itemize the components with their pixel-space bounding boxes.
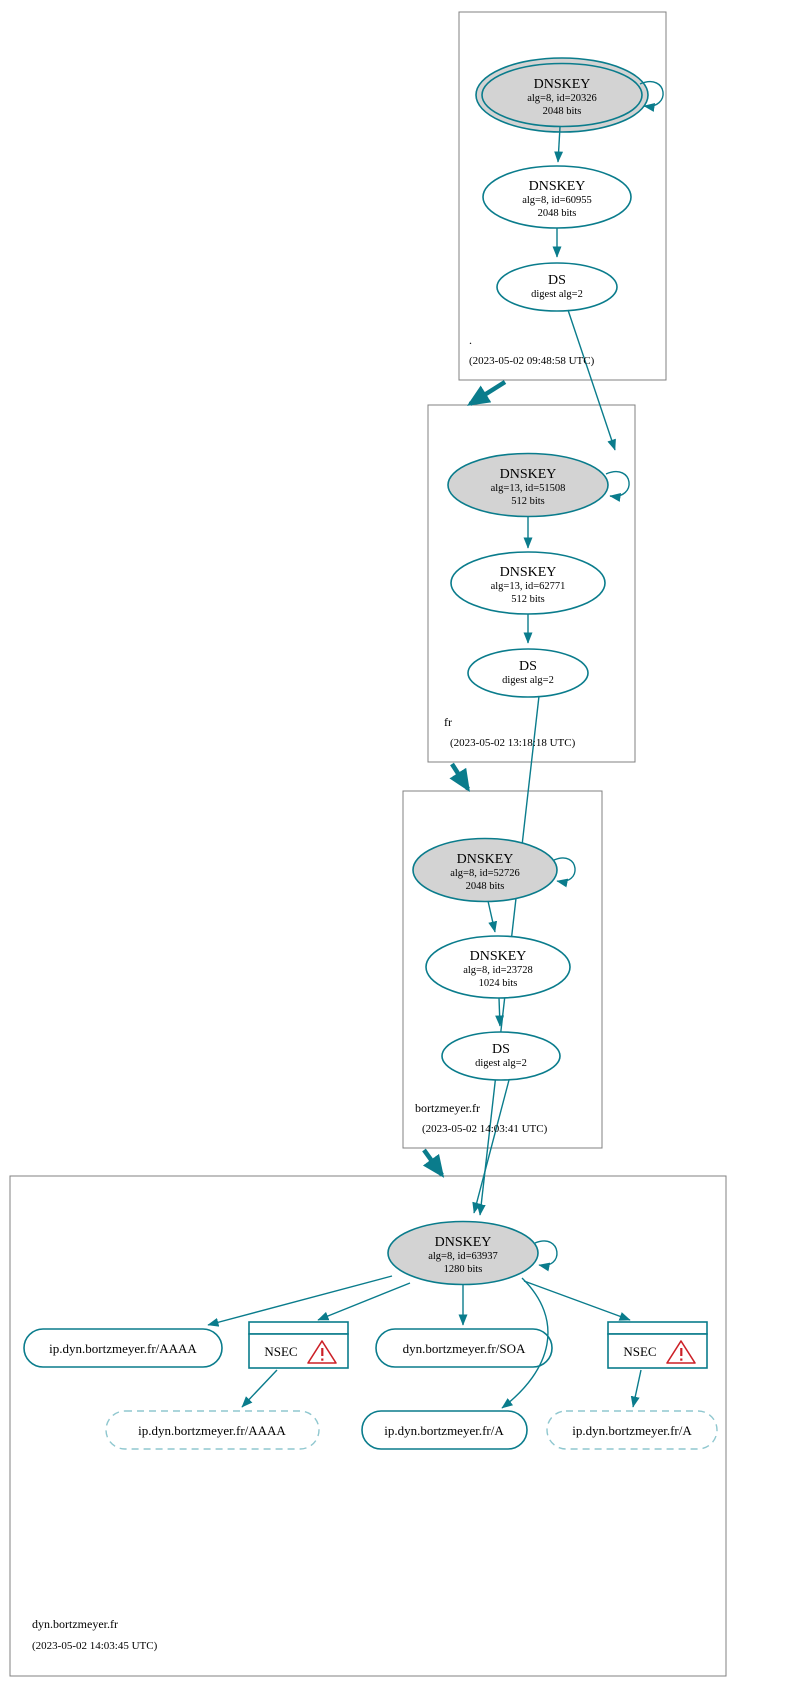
- rrset-label-nsec-1: NSEC: [264, 1344, 298, 1359]
- node-bz-ds-title: DS: [492, 1042, 510, 1057]
- node-bz-zsk-title: DNSKEY: [469, 949, 527, 964]
- zone-date-dyn-bortzmeyer-fr: (2023-05-02 14:03:45 UTC): [32, 1640, 158, 1652]
- rrset-label-ip-a-insecure: ip.dyn.bortzmeyer.fr/A: [572, 1423, 692, 1438]
- warning-dot-2: [680, 1359, 682, 1361]
- node-fr-ds-title: DS: [519, 659, 537, 674]
- zone-label-root: .: [469, 333, 472, 347]
- edge-zone-root-to-fr: [470, 382, 505, 404]
- node-bz-ksk-title: DNSKEY: [456, 852, 514, 867]
- warning-dot-1: [321, 1359, 323, 1361]
- node-fr-zsk-line2: alg=13, id=62771: [490, 581, 566, 592]
- node-fr-ds-line2: digest alg=2: [502, 675, 554, 686]
- edge-zone-fr-to-bz: [452, 764, 468, 789]
- node-fr-zsk-title: DNSKEY: [499, 565, 557, 580]
- rrset-label-ip-aaaa-secure: ip.dyn.bortzmeyer.fr/AAAA: [49, 1341, 197, 1356]
- node-fr-ksk-line3: 512 bits: [511, 496, 545, 507]
- zone-label-fr: fr: [444, 715, 452, 729]
- node-fr-zsk-line3: 512 bits: [511, 594, 545, 605]
- node-dyn-key-line3: 1280 bits: [443, 1264, 483, 1275]
- rrset-label-ip-aaaa-insecure: ip.dyn.bortzmeyer.fr/AAAA: [138, 1423, 286, 1438]
- edge-bz-zsk-to-ds: [499, 998, 500, 1026]
- nsec-2-top: [608, 1322, 707, 1334]
- rrset-label-nsec-2: NSEC: [623, 1344, 657, 1359]
- zone-date-fr: (2023-05-02 13:18:18 UTC): [450, 737, 576, 749]
- zone-date-root: (2023-05-02 09:48:58 UTC): [469, 355, 595, 367]
- node-root-ds-line2: digest alg=2: [531, 289, 583, 300]
- node-bz-ksk-line3: 2048 bits: [465, 881, 505, 892]
- zone-label-dyn-bortzmeyer-fr: dyn.bortzmeyer.fr: [32, 1617, 118, 1631]
- edge-zone-bz-to-dyn: [424, 1150, 442, 1175]
- node-root-ksk-line2: alg=8, id=20326: [527, 93, 597, 104]
- node-root-ds-title: DS: [548, 273, 566, 288]
- warning-bang-2: [680, 1348, 682, 1356]
- node-fr-ksk-title: DNSKEY: [499, 467, 557, 482]
- node-bz-ksk-line2: alg=8, id=52726: [450, 868, 520, 879]
- node-dyn-key-title: DNSKEY: [434, 1235, 492, 1250]
- node-root-ksk-title: DNSKEY: [533, 77, 591, 92]
- zone-label-bortzmeyer-fr: bortzmeyer.fr: [415, 1101, 480, 1115]
- nsec-1-top: [249, 1322, 348, 1334]
- node-fr-ksk-line2: alg=13, id=51508: [490, 483, 566, 494]
- node-root-zsk-title: DNSKEY: [528, 179, 586, 194]
- rrset-label-dyn-soa: dyn.bortzmeyer.fr/SOA: [402, 1341, 526, 1356]
- node-root-ksk-line3: 2048 bits: [542, 106, 582, 117]
- node-dyn-key-line2: alg=8, id=63937: [428, 1251, 498, 1262]
- rrset-label-ip-a-secure: ip.dyn.bortzmeyer.fr/A: [384, 1423, 504, 1438]
- node-root-zsk-line3: 2048 bits: [537, 208, 577, 219]
- node-bz-ds-line2: digest alg=2: [475, 1058, 527, 1069]
- zone-date-bortzmeyer-fr: (2023-05-02 14:03:41 UTC): [422, 1123, 548, 1135]
- node-bz-zsk-line2: alg=8, id=23728: [463, 965, 533, 976]
- warning-bang-1: [321, 1348, 323, 1356]
- node-bz-zsk-line3: 1024 bits: [478, 978, 518, 989]
- node-root-zsk-line2: alg=8, id=60955: [522, 195, 592, 206]
